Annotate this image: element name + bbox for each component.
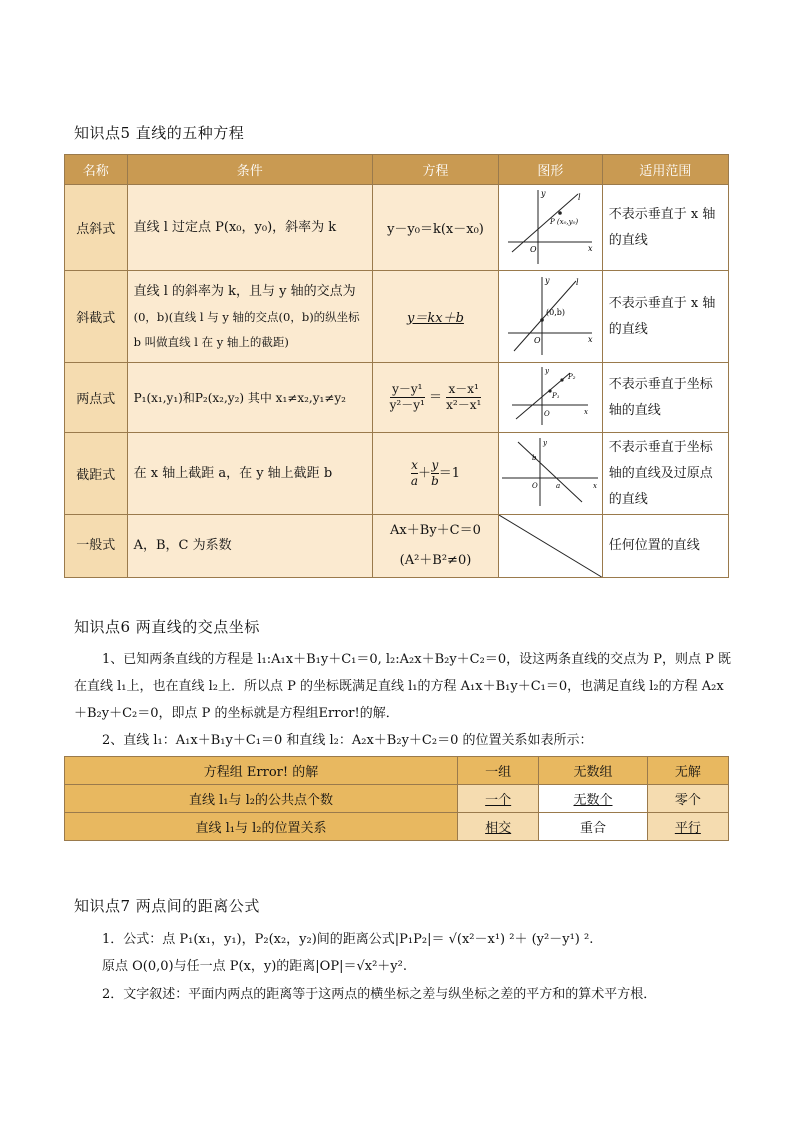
equation-line-2: (A²＋B²≠0) — [399, 553, 472, 568]
cell: 一组 — [458, 757, 539, 785]
table-row — [65, 185, 729, 271]
line-equations-table — [64, 154, 729, 578]
fraction-denominator: a — [410, 474, 419, 488]
table-row — [65, 515, 729, 578]
fraction-denominator: y²－y¹ — [389, 398, 425, 412]
p1-label: P₁ — [552, 391, 560, 400]
condition-line-2: (0，b)(直线 l 与 y 轴的交点(0，b)的纵坐标 b 叫做直线 l 在 y 轴上的截距) — [133, 309, 360, 349]
origin-label: O — [532, 481, 539, 490]
diagonal-slash — [499, 515, 602, 577]
row-figure — [499, 271, 603, 363]
fraction-numerator: x－x¹ — [446, 382, 481, 398]
b-label: b — [532, 453, 537, 462]
row-condition — [127, 271, 372, 363]
header-figure: 图形 — [499, 155, 603, 185]
section-6-paragraph-2: 2、直线 l₁：A₁x＋B₁y＋C₁＝0 和直线 l₂：A₂x＋B₂y＋C₂＝0 的位置关系如表所示： — [102, 733, 593, 748]
point-slope-graph — [504, 186, 596, 266]
section-7-origin-distance: 原点 O(0,0)与任一点 P(x，y)的距离|OP|＝√x²＋y². — [102, 959, 407, 974]
table-row — [65, 813, 729, 841]
intercept-label: (0,b) — [546, 307, 566, 317]
section-6-paragraph-1: 1、已知两条直线的方程是 l₁:A₁x＋B₁y＋C₁＝0, l₂:A₂x＋B₂y＋C₂＝0，设这两条直线的交点为 P，则点 P 既在直线 l₁上，也在直线 l₂上．所以点 P 的坐标既满足直线 l₁的方程 A₁x＋B₁y＋C₁＝0，也满足直线 l₂的方程 A₂x＋B₂y＋C₂＝0，即点 P 的坐标就是方程组Error!的解． — [74, 652, 731, 721]
row-name: 一般式 — [65, 515, 128, 578]
row-equation: y－y₀＝k(x－x₀) — [372, 185, 498, 271]
x-axis-label: x — [584, 407, 589, 416]
row-figure-empty — [499, 515, 603, 578]
cell: 无解 — [647, 757, 728, 785]
equation-x-fraction — [411, 458, 418, 489]
header-range: 适用范围 — [602, 155, 728, 185]
y-axis-label: y — [543, 438, 548, 447]
row-name: 点斜式 — [65, 185, 128, 271]
cell: 无数个 — [539, 785, 647, 813]
row-range: 不表示垂直于坐标轴的直线及过原点的直线 — [602, 433, 728, 515]
a-label: a — [556, 481, 561, 490]
equation-right-fraction — [446, 382, 481, 413]
row-equation — [372, 515, 498, 578]
cell-label: 直线 l₁与 l₂的公共点个数 — [65, 785, 458, 813]
cell-label: 直线 l₁与 l₂的位置关系 — [65, 813, 458, 841]
row-name: 两点式 — [65, 363, 128, 433]
row-condition: 在 x 轴上截距 a，在 y 轴上截距 b — [127, 433, 372, 515]
condition-line-1: 直线 l 的斜率为 k，且与 y 轴的交点为 — [133, 283, 356, 299]
row-condition: P₁(x₁,y₁)和P₂(x₂,y₂) 其中 x₁≠x₂,y₁≠y₂ — [127, 363, 372, 433]
header-equation: 方程 — [372, 155, 498, 185]
y-axis-label: y — [541, 188, 546, 198]
line-label: l — [578, 192, 581, 202]
section-5-title: 知识点5 直线的五种方程 — [74, 124, 245, 142]
table-row — [65, 271, 729, 363]
row-figure — [499, 363, 603, 433]
slope-intercept-graph — [504, 273, 596, 357]
table-row — [65, 757, 729, 785]
section-6-title: 知识点6 两直线的交点坐标 — [74, 618, 260, 636]
section-7-title: 知识点7 两点间的距离公式 — [74, 897, 260, 915]
x-axis-label: x — [588, 243, 593, 253]
row-equation: $\frac{x}{a}$ ＋ $\frac{y}{b}$ ＝1 — [372, 433, 498, 515]
fraction-numerator: y－y¹ — [390, 382, 425, 398]
table-row — [65, 363, 729, 433]
fraction-denominator: b — [431, 474, 439, 488]
cell-label: 方程组 Error! 的解 — [65, 757, 458, 785]
x-axis-label: x — [588, 334, 593, 344]
line-label: l — [576, 277, 579, 287]
cell: 无数组 — [539, 757, 647, 785]
intercept-graph — [500, 436, 600, 508]
two-point-graph — [510, 365, 590, 427]
fraction-numerator: x — [411, 458, 418, 472]
equation-y-fraction — [431, 458, 439, 489]
point-label: P (x₀,y₀) — [550, 217, 579, 226]
cell: 重合 — [539, 813, 647, 841]
origin-label: O — [544, 409, 551, 418]
cell: 相交 — [458, 813, 539, 841]
row-figure — [499, 185, 603, 271]
origin-label: O — [534, 335, 541, 345]
row-figure — [499, 433, 603, 515]
fraction-denominator: x²－x¹ — [446, 398, 482, 412]
origin-label: O — [530, 244, 537, 254]
row-range: 任何位置的直线 — [602, 515, 728, 578]
table-row — [65, 433, 729, 515]
row-condition: 直线 l 过定点 P(x₀，y₀)，斜率为 k — [127, 185, 372, 271]
p2-label: P₂ — [568, 372, 576, 381]
y-axis-label: y — [545, 366, 550, 375]
equation-text: y＝kx＋b — [407, 311, 464, 326]
cell: 一个 — [458, 785, 539, 813]
equation-tail: ＝1 — [438, 466, 461, 481]
row-range: 不表示垂直于 x 轴的直线 — [602, 185, 728, 271]
row-name: 斜截式 — [65, 271, 128, 363]
header-condition: 条件 — [127, 155, 372, 185]
row-equation — [372, 271, 498, 363]
row-equation: $\frac{\text{y－y¹}}{\text{y²－y¹}}$ ＝ $\frac{\text{x－x¹}}{\text{x²－x¹}}$ — [372, 363, 498, 433]
cell: 零个 — [647, 785, 728, 813]
intersection-table — [64, 756, 729, 841]
equation-line-1: Ax＋By＋C＝0 — [390, 523, 481, 538]
cell: 平行 — [647, 813, 728, 841]
equation-left-fraction — [390, 382, 425, 413]
section-7-description: 2．文字叙述：平面内两点的距离等于这两点的横坐标之差与纵坐标之差的平方和的算术平方根． — [102, 987, 657, 1002]
row-range: 不表示垂直于坐标轴的直线 — [602, 363, 728, 433]
section-7-formula: 1．公式：点 P₁(x₁，y₁)，P₂(x₂，y₂)间的距离公式|P₁P₂|＝ √(x²－x¹) ²＋ (y²－y¹) ². — [102, 932, 594, 947]
row-name: 截距式 — [65, 433, 128, 515]
row-condition: A，B，C 为系数 — [127, 515, 372, 578]
table-header-row — [65, 155, 729, 185]
y-axis-label: y — [545, 275, 550, 285]
table-row — [65, 785, 729, 813]
header-name: 名称 — [65, 155, 128, 185]
row-range: 不表示垂直于 x 轴的直线 — [602, 271, 728, 363]
fraction-numerator: y — [431, 458, 439, 472]
x-axis-label: x — [593, 481, 598, 490]
